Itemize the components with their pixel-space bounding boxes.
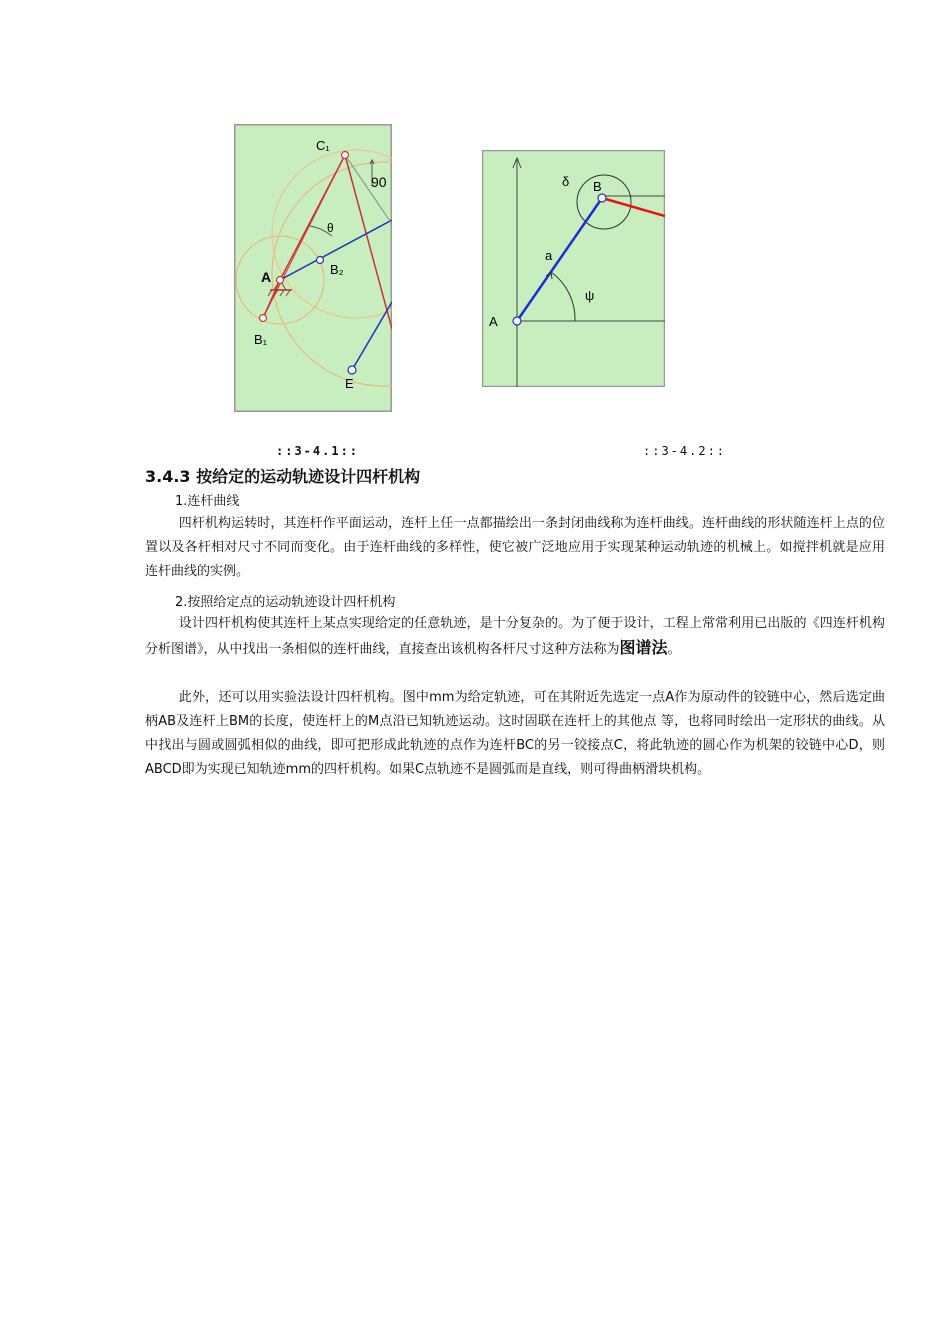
label-b: B <box>593 179 602 194</box>
joint-b <box>598 194 606 202</box>
joint-a <box>277 277 284 284</box>
label-delta: δ <box>562 174 570 189</box>
figure-3-4-1 <box>234 124 392 412</box>
paragraph-2-main: 设计四杆机构使其连杆上某点实现给定的任意轨迹，是十分复杂的。为了便于设计，工程上常常利用已出版的《四连杆机构分析图谱》，从中找出一条相似的连杆曲线，直接查出该机构各杆尺寸这种方法称为 <box>145 616 885 657</box>
label-theta: θ <box>327 221 334 235</box>
subheading-trajectory-design: 2.按照给定点的运动轨迹设计四杆机构 <box>175 595 396 610</box>
label-psi: ψ <box>585 288 595 303</box>
paragraph-linkage-curve <box>145 512 885 584</box>
paragraph-2-end: 。 <box>667 642 681 657</box>
label-a: A <box>261 269 272 285</box>
label-c1: C₁ <box>316 138 330 153</box>
linkage-diagram-2 <box>482 150 665 387</box>
joint-c1 <box>342 152 349 159</box>
caption-figure-2: ::3-4.2:: <box>643 444 727 458</box>
paragraph-1: 四杆机构运转时，其连杆作平面运动，连杆上任一点都描绘出一条封闭曲线称为连杆曲线。连杆曲线的形状随连杆上点的位置以及各杆相对尺寸不同而变化。由于连杆曲线的多样性，使它被广泛地应用于实现某种运动轨迹的机械上。如搅拌机就是应用连杆曲线的实例。 <box>145 516 885 579</box>
linkage-diagram-1 <box>234 124 392 412</box>
paragraph-experimental-method <box>145 686 885 782</box>
figure-3-4-2 <box>482 150 665 387</box>
joint-b2 <box>317 257 324 264</box>
caption-figure-1: ::3-4.1:: <box>276 444 360 458</box>
figure-frame <box>483 151 665 387</box>
joint-e <box>348 366 356 374</box>
paragraph-atlas-method <box>145 612 885 662</box>
figure-frame <box>235 125 392 412</box>
label-e: E <box>345 376 354 391</box>
atlas-method-term: 图谱法 <box>619 638 668 657</box>
subheading-linkage-curve: 1.连杆曲线 <box>175 494 240 509</box>
label-b2: B₂ <box>330 262 344 277</box>
label-90: 90 <box>371 174 387 190</box>
label-b1: B₁ <box>254 332 268 347</box>
section-heading: 3.4.3 按给定的运动轨迹设计四杆机构 <box>145 467 421 486</box>
joint-b1 <box>260 315 267 322</box>
paragraph-3: 此外，还可以用实验法设计四杆机构。图中mm为给定轨迹，可在其附近先选定一点A作为原动件的铰链中心，然后选定曲柄AB及连杆上BM的长度，使连杆上的M点沿已知轨迹运动。这时固联在连杆上的其他点 等，也将同时绘出一定形状的曲线。从中找出与圆或圆弧相似的曲线，即可把形成此轨迹的点作为连杆BC的另一铰接点C，将此轨迹的圆心作为机架的铰链中心D，则ABCD即为实现已知轨迹mm的四杆机构。如果C点轨迹不是圆弧而是直线，则可得曲柄滑块机构。 <box>145 690 885 777</box>
joint-a <box>513 317 521 325</box>
label-link-a: a <box>545 248 553 263</box>
paragraph-2 <box>145 612 885 662</box>
label-a: A <box>489 314 498 329</box>
